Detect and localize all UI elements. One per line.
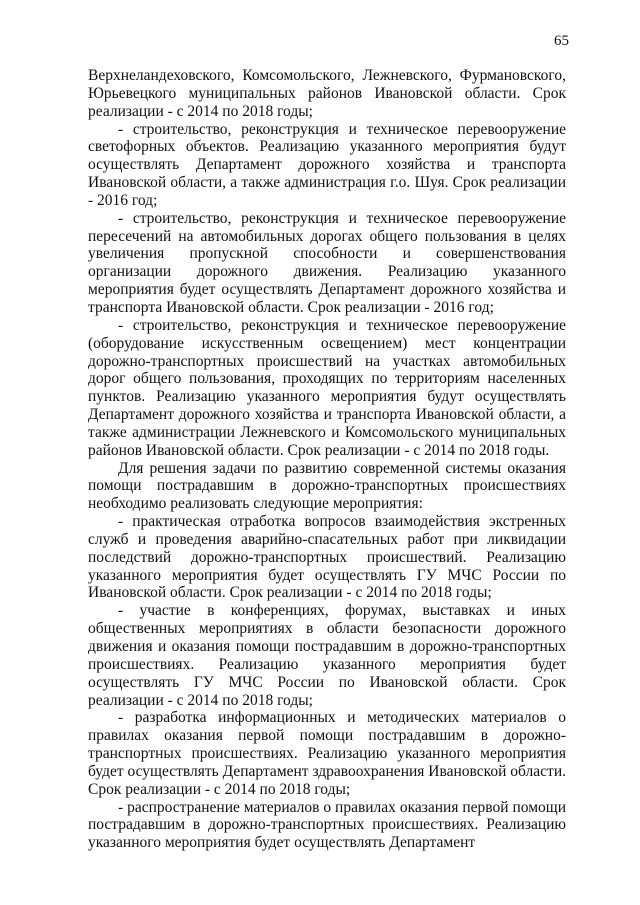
paragraph-rescue-drills: - практическая отработка вопросов взаимодействия экстренных служб и проведения аварийно-спасательных работ при ликвидации последствий дорожно-транспортных происшествий. Реализацию указанного мероприятия будет осуществлять ГУ МЧС России по Ивановской области. Срок реализации - с 2014 по 2018 годы; — [88, 513, 566, 602]
page-number: 65 — [554, 33, 569, 49]
paragraph-first-aid-materials: - разработка информационных и методических материалов о правилах оказания первой помощи пострадавшим в дорожно-транспортных происшествиях. Реализацию указанного мероприятия будет осуществлять Департамент здравоохранения Ивановской области. Срок реализации - с 2014 по 2018 годы; — [88, 709, 566, 798]
paragraph-emergency-care-task: Для решения задачи по развитию современной системы оказания помощи пострадавшим в дорожно-транспортных происшествиях необходимо реализовать следующие мероприятия: — [88, 459, 566, 513]
paragraph-continuation: Верхнеландеховского, Комсомольского, Лежневского, Фурмановского, Юрьевецкого муниципальных районов Ивановской области. Срок реализации - с 2014 по 2018 годы; — [88, 67, 566, 120]
paragraph-materials-distribution: - распространение материалов о правилах оказания первой помощи пострадавшим в дорожно-транспортных происшествиях. Реализацию указанного мероприятия будет осуществлять Департамент — [88, 798, 566, 852]
paragraph-conferences: - участие в конференциях, форумах, выставках и иных общественных мероприятиях в области безопасности дорожного движения и оказания помощи пострадавшим в дорожно-транспортных происшествиях. Реализацию указанного мероприятия будет осуществлять ГУ МЧС России по Ивановской области. Срок реализации - с 2014 по 2018 годы; — [88, 602, 566, 709]
paragraph-road-intersections: - строительство, реконструкция и техническое перевооружение пересечений на автомобильных дорогах общего пользования в целях увеличения пропускной способности и совершенствования организации дорожного движения. Реализацию указанного мероприятия будет осуществлять Департамент дорожного хозяйства и транспорта Ивановской области. Срок реализации - 2016 год; — [88, 209, 566, 316]
document-body — [88, 67, 566, 852]
paragraph-accident-concentration-sites: - строительство, реконструкция и техническое перевооружение (оборудование искусственным освещением) мест концентрации дорожно-транспортных происшествий на участках автомобильных дорог общего пользования, проходящих по территориям населенных пунктов. Реализацию указанного мероприятия будут осуществлять Департамент дорожного хозяйства и транспорта Ивановской области, а также администрации Лежневского и Комсомольского муниципальных районов Ивановской области. Срок реализации - с 2014 по 2018 годы. — [88, 316, 566, 459]
paragraph-traffic-lights: - строительство, реконструкция и техническое перевооружение светофорных объектов. Реализацию указанного мероприятия будут осуществлять Департамент дорожного хозяйства и транспорта Ивановской области, а также администрация г.о. Шуя. Срок реализации - 2016 год; — [88, 120, 566, 209]
